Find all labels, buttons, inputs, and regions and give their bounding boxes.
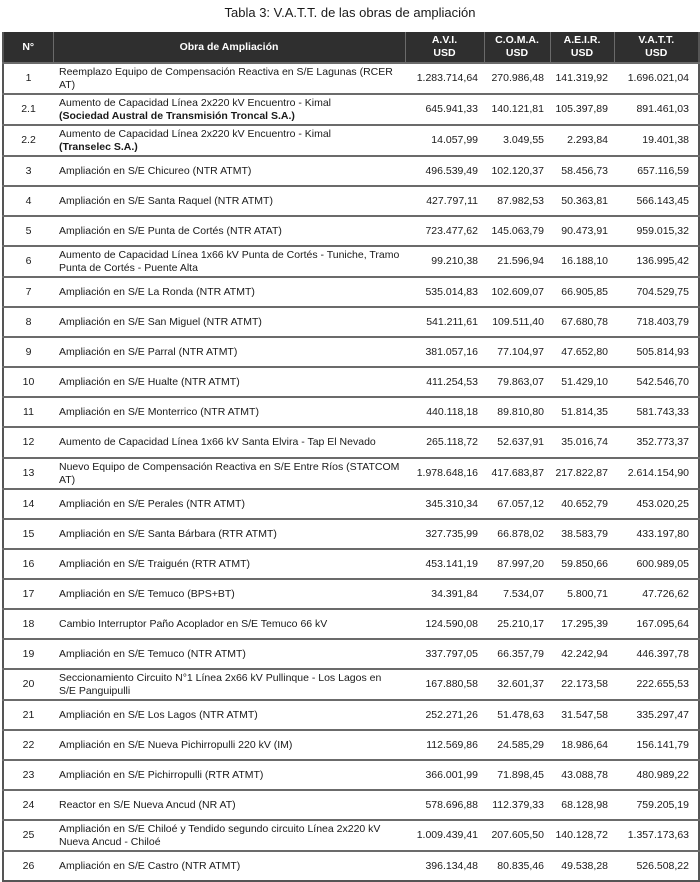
row-avi: 112.569,86 xyxy=(405,730,484,760)
table-row xyxy=(3,669,699,700)
row-vatt: 335.297,47 xyxy=(614,700,699,730)
row-coma: 79.863,07 xyxy=(484,367,550,397)
row-coma: 87.997,20 xyxy=(484,549,550,579)
row-aeir: 18.986,64 xyxy=(550,730,614,760)
table-row xyxy=(3,730,699,760)
row-vatt: 156.141,79 xyxy=(614,730,699,760)
row-description-text: Ampliación en S/E Chicureo (NTR ATMT) xyxy=(59,164,252,177)
row-number: 8 xyxy=(3,307,53,337)
row-vatt: 759.205,19 xyxy=(614,790,699,820)
row-coma: 109.511,40 xyxy=(484,307,550,337)
row-number: 25 xyxy=(3,820,53,851)
table-row xyxy=(3,639,699,669)
row-number: 23 xyxy=(3,760,53,790)
row-aeir: 16.188,10 xyxy=(550,246,614,277)
row-vatt: 1.696.021,04 xyxy=(614,63,699,94)
row-vatt: 47.726,62 xyxy=(614,579,699,609)
table-row xyxy=(3,851,699,881)
row-description xyxy=(53,277,405,307)
row-description xyxy=(53,246,405,277)
row-vatt: 600.989,05 xyxy=(614,549,699,579)
row-description-text: Ampliación en S/E Parral (NTR ATMT) xyxy=(59,345,238,358)
row-description xyxy=(53,63,405,94)
row-avi: 453.141,19 xyxy=(405,549,484,579)
row-coma: 87.982,53 xyxy=(484,186,550,216)
row-vatt: 2.614.154,90 xyxy=(614,458,699,489)
row-vatt: 433.197,80 xyxy=(614,519,699,549)
table-row xyxy=(3,246,699,277)
row-vatt: 222.655,53 xyxy=(614,669,699,700)
row-avi: 345.310,34 xyxy=(405,489,484,519)
table-row xyxy=(3,760,699,790)
row-number: 4 xyxy=(3,186,53,216)
row-vatt: 891.461,03 xyxy=(614,94,699,125)
row-number: 9 xyxy=(3,337,53,367)
row-vatt: 480.989,22 xyxy=(614,760,699,790)
row-aeir: 42.242,94 xyxy=(550,639,614,669)
row-description xyxy=(53,700,405,730)
row-description xyxy=(53,94,405,125)
table-row xyxy=(3,307,699,337)
row-description xyxy=(53,519,405,549)
row-avi: 381.057,16 xyxy=(405,337,484,367)
header-avi-label: A.V.I. xyxy=(431,34,458,46)
table-row xyxy=(3,700,699,730)
row-coma: 80.835,46 xyxy=(484,851,550,881)
row-aeir: 47.652,80 xyxy=(550,337,614,367)
row-avi: 496.539,49 xyxy=(405,156,484,186)
table-row xyxy=(3,427,699,458)
header-avi-unit: USD xyxy=(433,47,456,59)
row-description-text: Ampliación en S/E Traiguén (RTR ATMT) xyxy=(59,557,251,570)
row-aeir: 49.538,28 xyxy=(550,851,614,881)
row-description xyxy=(53,397,405,427)
row-description-text: Ampliación en S/E Hualte (NTR ATMT) xyxy=(59,375,240,388)
row-avi: 411.254,53 xyxy=(405,367,484,397)
row-number: 7 xyxy=(3,277,53,307)
row-aeir: 51.429,10 xyxy=(550,367,614,397)
row-avi: 34.391,84 xyxy=(405,579,484,609)
table-row xyxy=(3,337,699,367)
table-row xyxy=(3,277,699,307)
row-coma: 140.121,81 xyxy=(484,94,550,125)
table-row xyxy=(3,397,699,427)
row-number: 13 xyxy=(3,458,53,489)
row-avi: 1.978.648,16 xyxy=(405,458,484,489)
row-coma: 24.585,29 xyxy=(484,730,550,760)
row-vatt: 352.773,37 xyxy=(614,427,699,458)
row-aeir: 5.800,71 xyxy=(550,579,614,609)
row-avi: 99.210,38 xyxy=(405,246,484,277)
header-avi xyxy=(405,32,484,63)
row-avi: 427.797,11 xyxy=(405,186,484,216)
row-number: 21 xyxy=(3,700,53,730)
row-vatt: 453.020,25 xyxy=(614,489,699,519)
row-number: 11 xyxy=(3,397,53,427)
row-description-text: Cambio Interruptor Paño Acoplador en S/E Temuco 66 kV xyxy=(59,617,328,630)
row-aeir: 40.652,79 xyxy=(550,489,614,519)
row-number: 3 xyxy=(3,156,53,186)
row-aeir: 43.088,78 xyxy=(550,760,614,790)
row-description xyxy=(53,851,405,881)
header-vatt-unit: USD xyxy=(645,47,668,59)
row-description-text: Ampliación en S/E La Ronda (NTR ATMT) xyxy=(59,285,255,298)
header-n: N° xyxy=(3,32,53,63)
row-number: 10 xyxy=(3,367,53,397)
row-avi: 14.057,99 xyxy=(405,125,484,156)
row-coma: 7.534,07 xyxy=(484,579,550,609)
row-description-text: Aumento de Capacidad Línea 2x220 kV Encuentro - Kimal xyxy=(59,96,332,109)
row-description-text: Ampliación en S/E Castro (NTR ATMT) xyxy=(59,859,241,872)
row-description xyxy=(53,125,405,156)
row-avi: 337.797,05 xyxy=(405,639,484,669)
row-avi: 1.009.439,41 xyxy=(405,820,484,851)
row-description-text: Ampliación en S/E Pichirropulli (RTR ATMT) xyxy=(59,768,264,781)
row-number: 22 xyxy=(3,730,53,760)
table-title: Tabla 3: V.A.T.T. de las obras de ampliación xyxy=(224,5,476,20)
header-coma-unit: USD xyxy=(505,47,529,59)
table-header xyxy=(3,32,699,63)
row-vatt: 581.743,33 xyxy=(614,397,699,427)
row-aeir: 22.173,58 xyxy=(550,669,614,700)
header-vatt-label: V.A.T.T. xyxy=(638,34,675,46)
header-aeir xyxy=(550,32,614,63)
row-aeir: 2.293,84 xyxy=(550,125,614,156)
row-aeir: 17.295,39 xyxy=(550,609,614,639)
row-avi: 440.118,18 xyxy=(405,397,484,427)
row-avi: 366.001,99 xyxy=(405,760,484,790)
row-number: 12 xyxy=(3,427,53,458)
row-description-text: Nuevo Equipo de Compensación Reactiva en S/E Entre Ríos (STATCOM AT) xyxy=(59,460,400,486)
row-avi: 124.590,08 xyxy=(405,609,484,639)
row-description xyxy=(53,549,405,579)
row-owner: (Sociedad Austral de Transmisión Troncal S.A.) xyxy=(59,109,295,122)
row-vatt: 505.814,93 xyxy=(614,337,699,367)
row-vatt: 718.403,79 xyxy=(614,307,699,337)
row-coma: 51.478,63 xyxy=(484,700,550,730)
row-vatt: 1.357.173,63 xyxy=(614,820,699,851)
row-description-text: Aumento de Capacidad Línea 1x66 kV Santa Elvira - Tap El Nevado xyxy=(59,436,376,448)
row-description xyxy=(53,427,405,458)
table-row xyxy=(3,609,699,639)
row-aeir: 67.680,78 xyxy=(550,307,614,337)
row-vatt: 167.095,64 xyxy=(614,609,699,639)
row-description xyxy=(53,186,405,216)
row-avi: 396.134,48 xyxy=(405,851,484,881)
row-description-text: Ampliación en S/E Perales (NTR ATMT) xyxy=(59,497,245,510)
row-description xyxy=(53,609,405,639)
row-description-text: Ampliación en S/E Temuco (BPS+BT) xyxy=(59,587,235,600)
row-avi: 327.735,99 xyxy=(405,519,484,549)
row-avi: 541.211,61 xyxy=(405,307,484,337)
table-row xyxy=(3,489,699,519)
row-avi: 645.941,33 xyxy=(405,94,484,125)
row-description-text: Ampliación en S/E Los Lagos (NTR ATMT) xyxy=(59,708,258,721)
table-row xyxy=(3,216,699,246)
row-coma: 77.104,97 xyxy=(484,337,550,367)
row-coma: 3.049,55 xyxy=(484,125,550,156)
table-row xyxy=(3,458,699,489)
row-aeir: 31.547,58 xyxy=(550,700,614,730)
row-aeir: 141.319,92 xyxy=(550,63,614,94)
row-vatt: 446.397,78 xyxy=(614,639,699,669)
table-row xyxy=(3,549,699,579)
row-vatt: 19.401,38 xyxy=(614,125,699,156)
row-number: 2.1 xyxy=(3,94,53,125)
row-avi: 1.283.714,64 xyxy=(405,63,484,94)
row-coma: 21.596,94 xyxy=(484,246,550,277)
row-description xyxy=(53,489,405,519)
row-description xyxy=(53,760,405,790)
row-description-text: Ampliación en S/E Nueva Pichirropulli 220 kV (IM) xyxy=(59,738,293,751)
row-aeir: 59.850,66 xyxy=(550,549,614,579)
row-aeir: 35.016,74 xyxy=(550,427,614,458)
row-aeir: 217.822,87 xyxy=(550,458,614,489)
row-coma: 89.810,80 xyxy=(484,397,550,427)
row-aeir: 38.583,79 xyxy=(550,519,614,549)
row-coma: 32.601,37 xyxy=(484,669,550,700)
row-vatt: 542.546,70 xyxy=(614,367,699,397)
row-description-text: Ampliación en S/E Monterrico (NTR ATMT) xyxy=(59,405,259,418)
row-description-text: Seccionamiento Circuito N°1 Línea 2x66 kV Pullinque - Los Lagos en S/E Panguipulli xyxy=(59,671,382,697)
row-coma: 25.210,17 xyxy=(484,609,550,639)
row-coma: 270.986,48 xyxy=(484,63,550,94)
row-description-text: Ampliación en S/E Santa Raquel (NTR ATMT) xyxy=(59,194,273,207)
row-description xyxy=(53,216,405,246)
row-description xyxy=(53,820,405,851)
row-vatt: 566.143,45 xyxy=(614,186,699,216)
row-description xyxy=(53,307,405,337)
table-row xyxy=(3,186,699,216)
table-row xyxy=(3,579,699,609)
row-coma: 102.120,37 xyxy=(484,156,550,186)
row-vatt: 704.529,75 xyxy=(614,277,699,307)
row-coma: 66.878,02 xyxy=(484,519,550,549)
table-row xyxy=(3,94,699,125)
row-description-text: Ampliación en S/E San Miguel (NTR ATMT) xyxy=(59,315,262,328)
table-row xyxy=(3,63,699,94)
row-avi: 535.014,83 xyxy=(405,277,484,307)
row-coma: 66.357,79 xyxy=(484,639,550,669)
row-number: 26 xyxy=(3,851,53,881)
vatt-table xyxy=(2,32,700,882)
row-vatt: 136.995,42 xyxy=(614,246,699,277)
row-description xyxy=(53,579,405,609)
row-number: 14 xyxy=(3,489,53,519)
row-number: 18 xyxy=(3,609,53,639)
row-coma: 417.683,87 xyxy=(484,458,550,489)
row-aeir: 51.814,35 xyxy=(550,397,614,427)
row-avi: 265.118,72 xyxy=(405,427,484,458)
row-coma: 52.637,91 xyxy=(484,427,550,458)
table-row xyxy=(3,156,699,186)
row-aeir: 58.456,73 xyxy=(550,156,614,186)
row-description xyxy=(53,458,405,489)
row-avi: 252.271,26 xyxy=(405,700,484,730)
row-number: 19 xyxy=(3,639,53,669)
table-row xyxy=(3,820,699,851)
row-description-text: Ampliación en S/E Temuco (NTR ATMT) xyxy=(59,647,246,660)
row-aeir: 90.473,91 xyxy=(550,216,614,246)
table-row xyxy=(3,367,699,397)
row-avi: 167.880,58 xyxy=(405,669,484,700)
header-coma-label: C.O.M.A. xyxy=(495,34,539,46)
row-description-text: Ampliación en S/E Santa Bárbara (RTR ATMT) xyxy=(59,527,277,540)
row-avi: 578.696,88 xyxy=(405,790,484,820)
row-aeir: 140.128,72 xyxy=(550,820,614,851)
row-vatt: 657.116,59 xyxy=(614,156,699,186)
header-coma xyxy=(484,32,550,63)
row-owner: (Transelec S.A.) xyxy=(59,140,138,153)
row-coma: 112.379,33 xyxy=(484,790,550,820)
row-aeir: 105.397,89 xyxy=(550,94,614,125)
table-body xyxy=(3,63,699,881)
row-aeir: 50.363,81 xyxy=(550,186,614,216)
row-number: 15 xyxy=(3,519,53,549)
row-coma: 145.063,79 xyxy=(484,216,550,246)
row-description xyxy=(53,337,405,367)
row-number: 20 xyxy=(3,669,53,700)
row-description-text: Aumento de Capacidad Línea 1x66 kV Punta de Cortés - Tuniche, Tramo Punta de Cortés - Puente Alta xyxy=(59,248,400,274)
row-coma: 102.609,07 xyxy=(484,277,550,307)
table-row xyxy=(3,125,699,156)
row-description xyxy=(53,669,405,700)
row-description-text: Reactor en S/E Nueva Ancud (NR AT) xyxy=(59,798,236,811)
row-description xyxy=(53,639,405,669)
row-number: 17 xyxy=(3,579,53,609)
header-vatt xyxy=(614,32,699,63)
row-description-text: Aumento de Capacidad Línea 2x220 kV Encuentro - Kimal xyxy=(59,127,332,140)
row-description-text: Reemplazo Equipo de Compensación Reactiva en S/E Lagunas (RCER AT) xyxy=(59,65,393,91)
row-number: 6 xyxy=(3,246,53,277)
row-coma: 207.605,50 xyxy=(484,820,550,851)
row-description xyxy=(53,367,405,397)
row-aeir: 66.905,85 xyxy=(550,277,614,307)
row-avi: 723.477,62 xyxy=(405,216,484,246)
header-aeir-label: A.E.I.R. xyxy=(563,34,601,46)
row-description-text: Ampliación en S/E Chiloé y Tendido segundo circuito Línea 2x220 kV Nueva Ancud - Chiloé xyxy=(59,822,381,848)
table-row xyxy=(3,519,699,549)
row-description-text: Ampliación en S/E Punta de Cortés (NTR ATAT) xyxy=(59,224,282,237)
row-vatt: 959.015,32 xyxy=(614,216,699,246)
row-description xyxy=(53,156,405,186)
row-number: 5 xyxy=(3,216,53,246)
row-coma: 71.898,45 xyxy=(484,760,550,790)
row-number: 16 xyxy=(3,549,53,579)
row-number: 2.2 xyxy=(3,125,53,156)
row-number: 24 xyxy=(3,790,53,820)
header-obra: Obra de Ampliación xyxy=(53,32,405,63)
row-aeir: 68.128,98 xyxy=(550,790,614,820)
row-number: 1 xyxy=(3,63,53,94)
header-aeir-unit: USD xyxy=(570,47,594,59)
row-description xyxy=(53,730,405,760)
row-vatt: 526.508,22 xyxy=(614,851,699,881)
row-coma: 67.057,12 xyxy=(484,489,550,519)
